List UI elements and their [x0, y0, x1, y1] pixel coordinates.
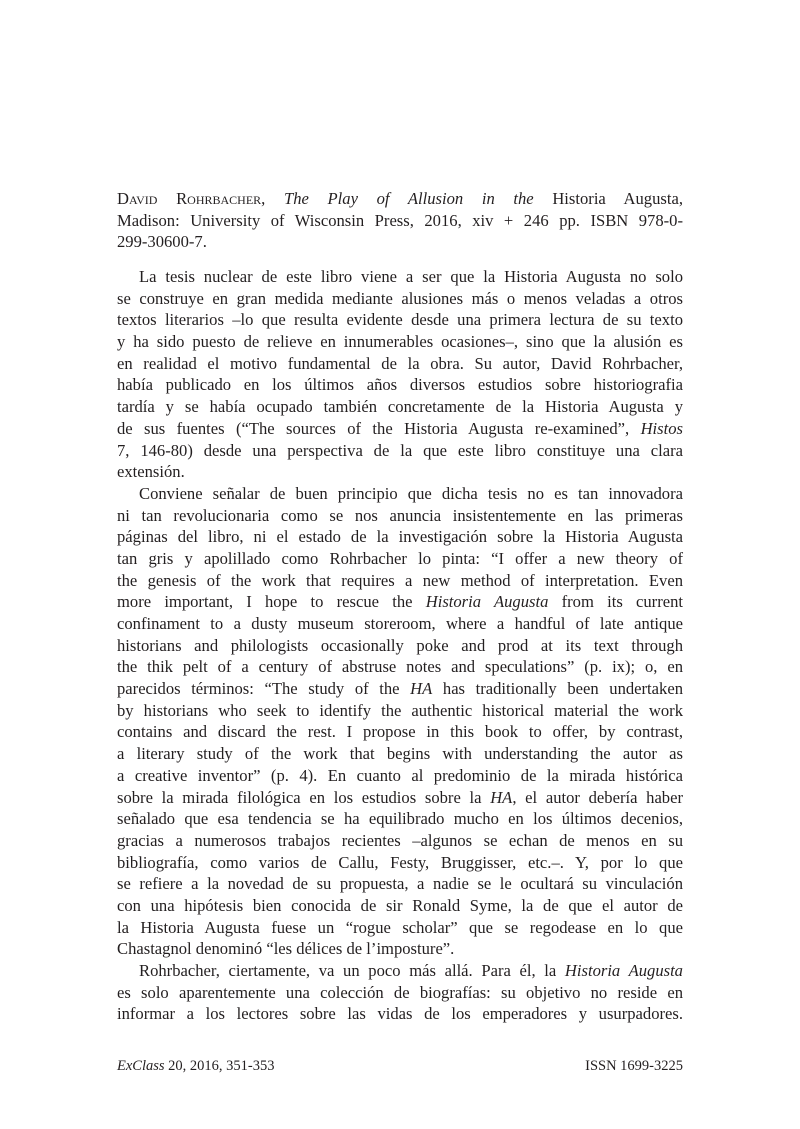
text-run: Madison: University of Wisconsin Press, 2016, xiv + 246 pp. ISBN 978-0- — [117, 210, 683, 230]
footer-volume-pages: 20, 2016, 351-353 — [164, 1058, 275, 1074]
paragraph — [117, 266, 683, 483]
paragraph-line — [117, 396, 683, 418]
paragraph — [117, 960, 683, 1025]
paragraph-line — [117, 374, 683, 396]
paragraph-line — [117, 830, 683, 852]
author-name: David Rohrbacher — [117, 189, 262, 208]
italic-text: Historia Augusta — [564, 961, 683, 980]
text-run: 7, 146-80) desde una perspectiva de la que este libro constituye una clara — [117, 440, 683, 460]
text-run: gracias a numerosos trabajos recientes –algunos se echan de menos en su — [117, 830, 683, 850]
text-run: , el autor debería haber — [512, 787, 683, 807]
text-run: Chastagnol denominó “les délices de l’imposture”. — [117, 939, 455, 959]
paragraph-line — [117, 938, 683, 960]
text-run: Rohrbacher, ciertamente, va un poco más allá. Para él, la — [139, 961, 565, 980]
paragraph-line — [117, 700, 683, 722]
paragraph-line — [117, 808, 683, 830]
text-run: confinament to a dusty museum storeroom, where a handful of late antique — [117, 614, 683, 633]
paragraph-line — [117, 765, 683, 787]
paragraph-line — [117, 309, 683, 331]
paragraph-line — [117, 982, 683, 1004]
header-line — [117, 210, 683, 232]
paragraph-line — [117, 895, 683, 917]
paragraph-line — [117, 656, 683, 678]
text-run: Historia Augusta, — [533, 189, 683, 208]
text-run: more important, I hope to rescue the — [117, 592, 426, 612]
text-run: a creative inventor” (p. 4). En cuanto al predominio de la mirada histórica — [117, 765, 683, 785]
text-run: the thik pelt of a century of abstruse notes and speculations” (p. ix); o, en — [117, 657, 683, 677]
paragraph-line — [117, 852, 683, 874]
text-run: has traditionally been undertaken — [432, 679, 683, 699]
paragraph-line — [117, 678, 683, 700]
text-run: 299-30600-7. — [117, 232, 207, 252]
text-run: la Historia Augusta fuese un “rogue scholar” que se regodease en lo que — [117, 917, 683, 937]
text-run: en realidad el motivo fundamental de la obra. Su autor, David Rohrbacher, — [117, 353, 683, 373]
text-run: bibliografía, como varios de Callu, Festy, Bruggisser, etc.–. Y, por lo que — [117, 852, 683, 872]
italic-text: HA — [410, 679, 433, 699]
review-bibliographic-header — [117, 188, 683, 253]
paragraph-line — [117, 331, 683, 353]
paragraph-line — [117, 266, 683, 288]
paragraph-line — [117, 505, 683, 527]
text-run: textos literarios –lo que resulta evidente desde una primera lectura de su texto — [117, 310, 683, 330]
text-run: tardía y se había ocupado también concretamente de la Historia Augusta y — [117, 397, 683, 417]
paragraph-line — [117, 288, 683, 310]
page-footer — [117, 1058, 683, 1075]
paragraph-line — [117, 787, 683, 809]
text-run: , — [261, 189, 284, 208]
paragraph-line — [117, 548, 683, 570]
paragraph-line — [117, 635, 683, 657]
paragraph-line — [117, 721, 683, 743]
review-body — [117, 266, 683, 1025]
text-run: páginas del libro, ni el estado de la investigación sobre la Historia Augusta — [117, 527, 683, 547]
paragraph — [117, 483, 683, 960]
text-run: y ha sido puesto de relieve en innumerables ocasiones–, sino que la alusión es — [117, 332, 683, 352]
paragraph-line — [117, 526, 683, 548]
header-line — [117, 231, 683, 253]
italic-text: Historia Augusta — [425, 592, 549, 612]
paragraph-line — [117, 960, 683, 982]
paragraph-line — [117, 1003, 683, 1025]
header-line — [117, 188, 683, 210]
footer-issn: ISSN 1699-3225 — [585, 1058, 683, 1074]
paragraph-line — [117, 418, 683, 440]
text-run: tan gris y apolillado como Rohrbacher lo pinta: “I offer a new theory of — [117, 548, 683, 568]
italic-text: HA — [490, 787, 513, 807]
footer-citation — [117, 1058, 275, 1075]
text-run: a literary study of the work that begins with understanding the autor as — [117, 744, 683, 764]
italic-text: Histos — [640, 418, 683, 438]
text-run: se refiere a la novedad de su propuesta, a nadie se le ocultará su vinculación — [117, 874, 683, 894]
text-run: by historians who seek to identify the authentic historical material the work — [117, 700, 683, 720]
italic-text: The Play of Allusion in the — [283, 189, 534, 208]
text-run: La tesis nuclear de este libro viene a ser que la Historia Augusta no solo — [139, 267, 683, 286]
text-run: the genesis of the work that requires a new method of interpretation. Even — [117, 570, 683, 590]
text-run: sobre la mirada filológica en los estudios sobre la — [117, 787, 491, 807]
text-run: de sus fuentes (“The sources of the Historia Augusta re-examined”, — [117, 418, 641, 438]
paragraph-line — [117, 353, 683, 375]
text-run: con una hipótesis bien conocida de sir Ronald Syme, la de que el autor de — [117, 895, 683, 915]
text-run: es solo aparentemente una colección de biografías: su objetivo no reside en — [117, 982, 683, 1002]
text-run: historians and philologists occasionally poke and prod at its text through — [117, 635, 683, 655]
text-run: from its current — [548, 592, 683, 612]
text-run: ni tan revolucionaria como se nos anuncia insistentemente en las primeras — [117, 505, 683, 525]
paragraph-line — [117, 917, 683, 939]
paragraph-line — [117, 483, 683, 505]
paragraph-line — [117, 743, 683, 765]
paragraph-line — [117, 873, 683, 895]
text-run: había publicado en los últimos años diversos estudios sobre historiografia — [117, 375, 683, 395]
text-run: Conviene señalar de buen principio que dicha tesis no es tan innovadora — [139, 483, 683, 503]
text-run: parecidos términos: “The study of the — [117, 679, 411, 699]
footer-journal-title: ExClass — [117, 1058, 165, 1074]
paragraph-line — [117, 570, 683, 592]
text-run: extensión. — [117, 462, 185, 482]
paragraph-line — [117, 461, 683, 483]
paragraph-line — [117, 591, 683, 613]
paragraph-line — [117, 613, 683, 635]
text-run: señalado que esa tendencia se ha equilibrado mucho en los últimos decenios, — [117, 809, 683, 829]
paragraph-line — [117, 440, 683, 462]
text-run: se construye en gran medida mediante alusiones más o menos veladas a otros — [117, 288, 683, 308]
text-run: informar a los lectores sobre las vidas de los emperadores y usurpadores. — [117, 1004, 683, 1024]
text-run: contains and discard the rest. I propose in this book to offer, by contrast, — [117, 722, 683, 742]
